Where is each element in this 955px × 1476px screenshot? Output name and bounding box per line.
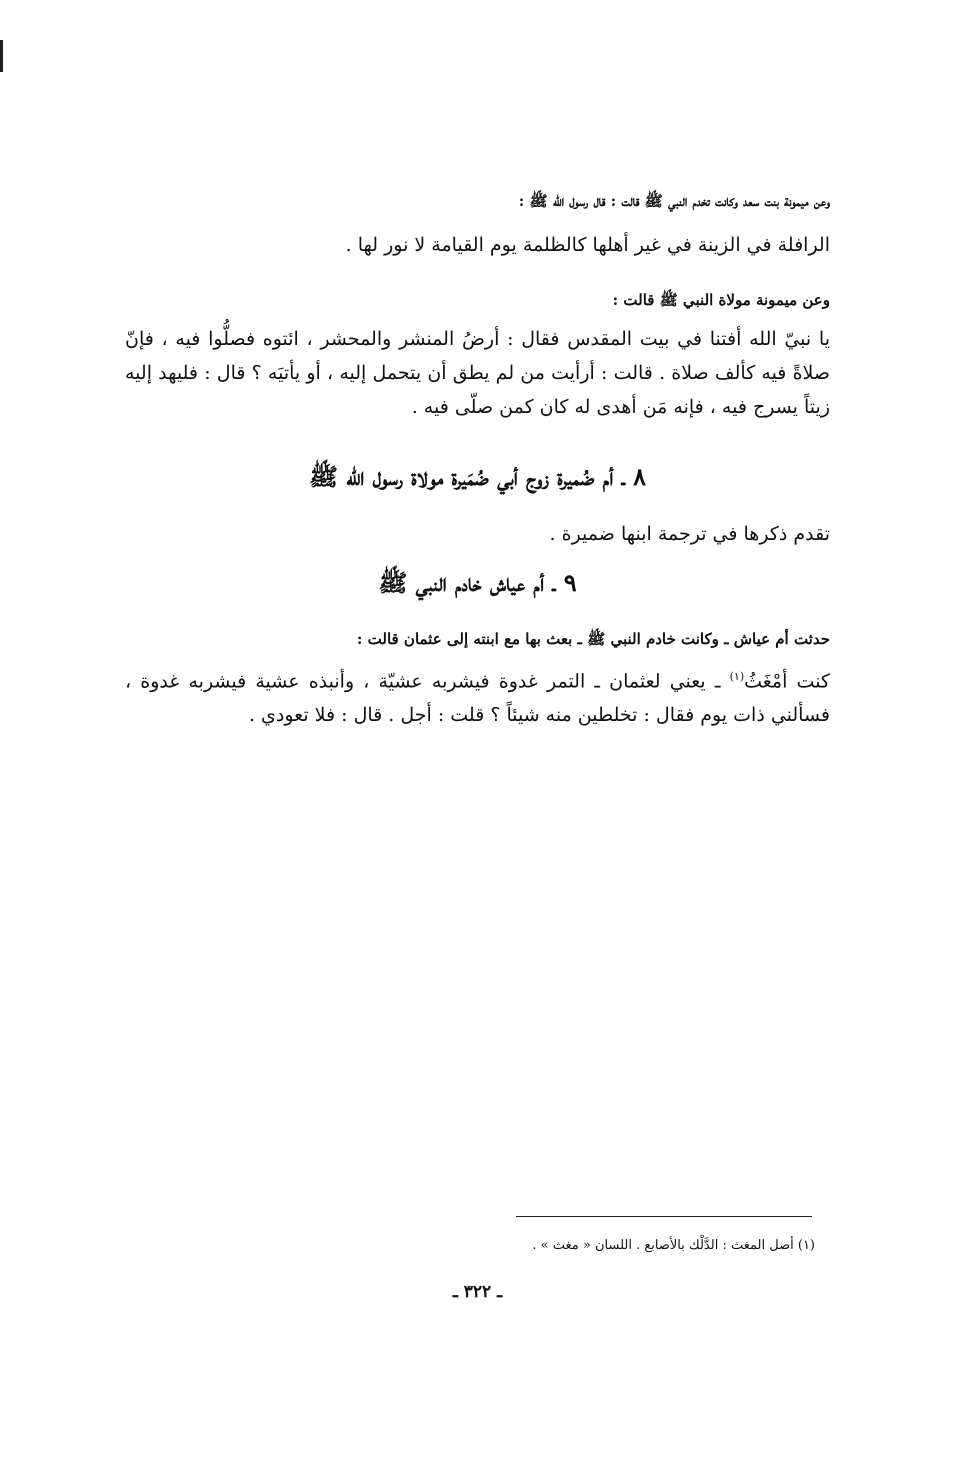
- hadith-text-maymuna-mawla: يا نبيّ الله أفتنا في بيت المقدس فقال : أرضُ المنشر والمحشر ، ائتوه فصلُّوا فيه ، فإنّ صلاةً فيه كألف صلاة . قالت : أرأيت من لم يطق أن يتحمل إليه ، أو يأتيَه ؟ قال : فليهد إليه زيتاً يسرج فيه ، فإنه مَن أهدى له كان كمن صلّى فيه .: [125, 328, 830, 418]
- hadith-text-maymuna-saad: الرافلة في الزينة في غير أهلها كالظلمة يوم القيامة لا نور لها .: [345, 234, 830, 256]
- hadith-text-part-2: ـ يعني لعثمان ـ التمر غدوة فيشربه عشيّة ، وأنبذه عشية فيشربه غدوة ، فسألني ذات يوم فقال : تخلطين منه شيئاً ؟ قلت : أجل . قال : فلا تعودي .: [125, 670, 830, 727]
- section-text-umm-dumayra: تقدم ذكرها في ترجمة ابنها ضميرة .: [549, 523, 830, 545]
- footnote-divider: [516, 1216, 812, 1217]
- hadith-intro-maymuna-mawla: وعن ميمونة مولاة النبي ﷺ قالت :: [612, 291, 830, 309]
- scan-edge-mark: [0, 40, 3, 72]
- section-heading-umm-ayyash: ٩ ـ أم عياش خادم النبي ﷺ: [378, 568, 577, 597]
- footnote-reference: (١): [729, 670, 745, 683]
- section-heading-umm-dumayra: ٨ ـ أم ضُميرة زوج أبي ضُمَيرة مولاة رسول الله ﷺ: [309, 462, 646, 491]
- hadith-intro-maymuna-saad: وعن ميمونة بنت سعد وكانت تخدم النبي ﷺ قالت : قال رسول الله ﷺ :: [518, 192, 830, 210]
- page-number: ـ ٣٢٢ ـ: [452, 1282, 503, 1302]
- footnote: (١) أصل المغث : الدَّلْك بالأصابع . اللسان « مغث » .: [532, 1238, 815, 1253]
- hadith-intro-umm-ayyash: حدثت أم عياش ـ وكانت خادم النبي ﷺ ـ بعث بها مع ابنته إلى عثمان قالت :: [356, 630, 830, 648]
- hadith-text-umm-ayyash: [125, 660, 830, 732]
- hadith-text-part-1: كنت أمْغَثُ: [744, 670, 830, 693]
